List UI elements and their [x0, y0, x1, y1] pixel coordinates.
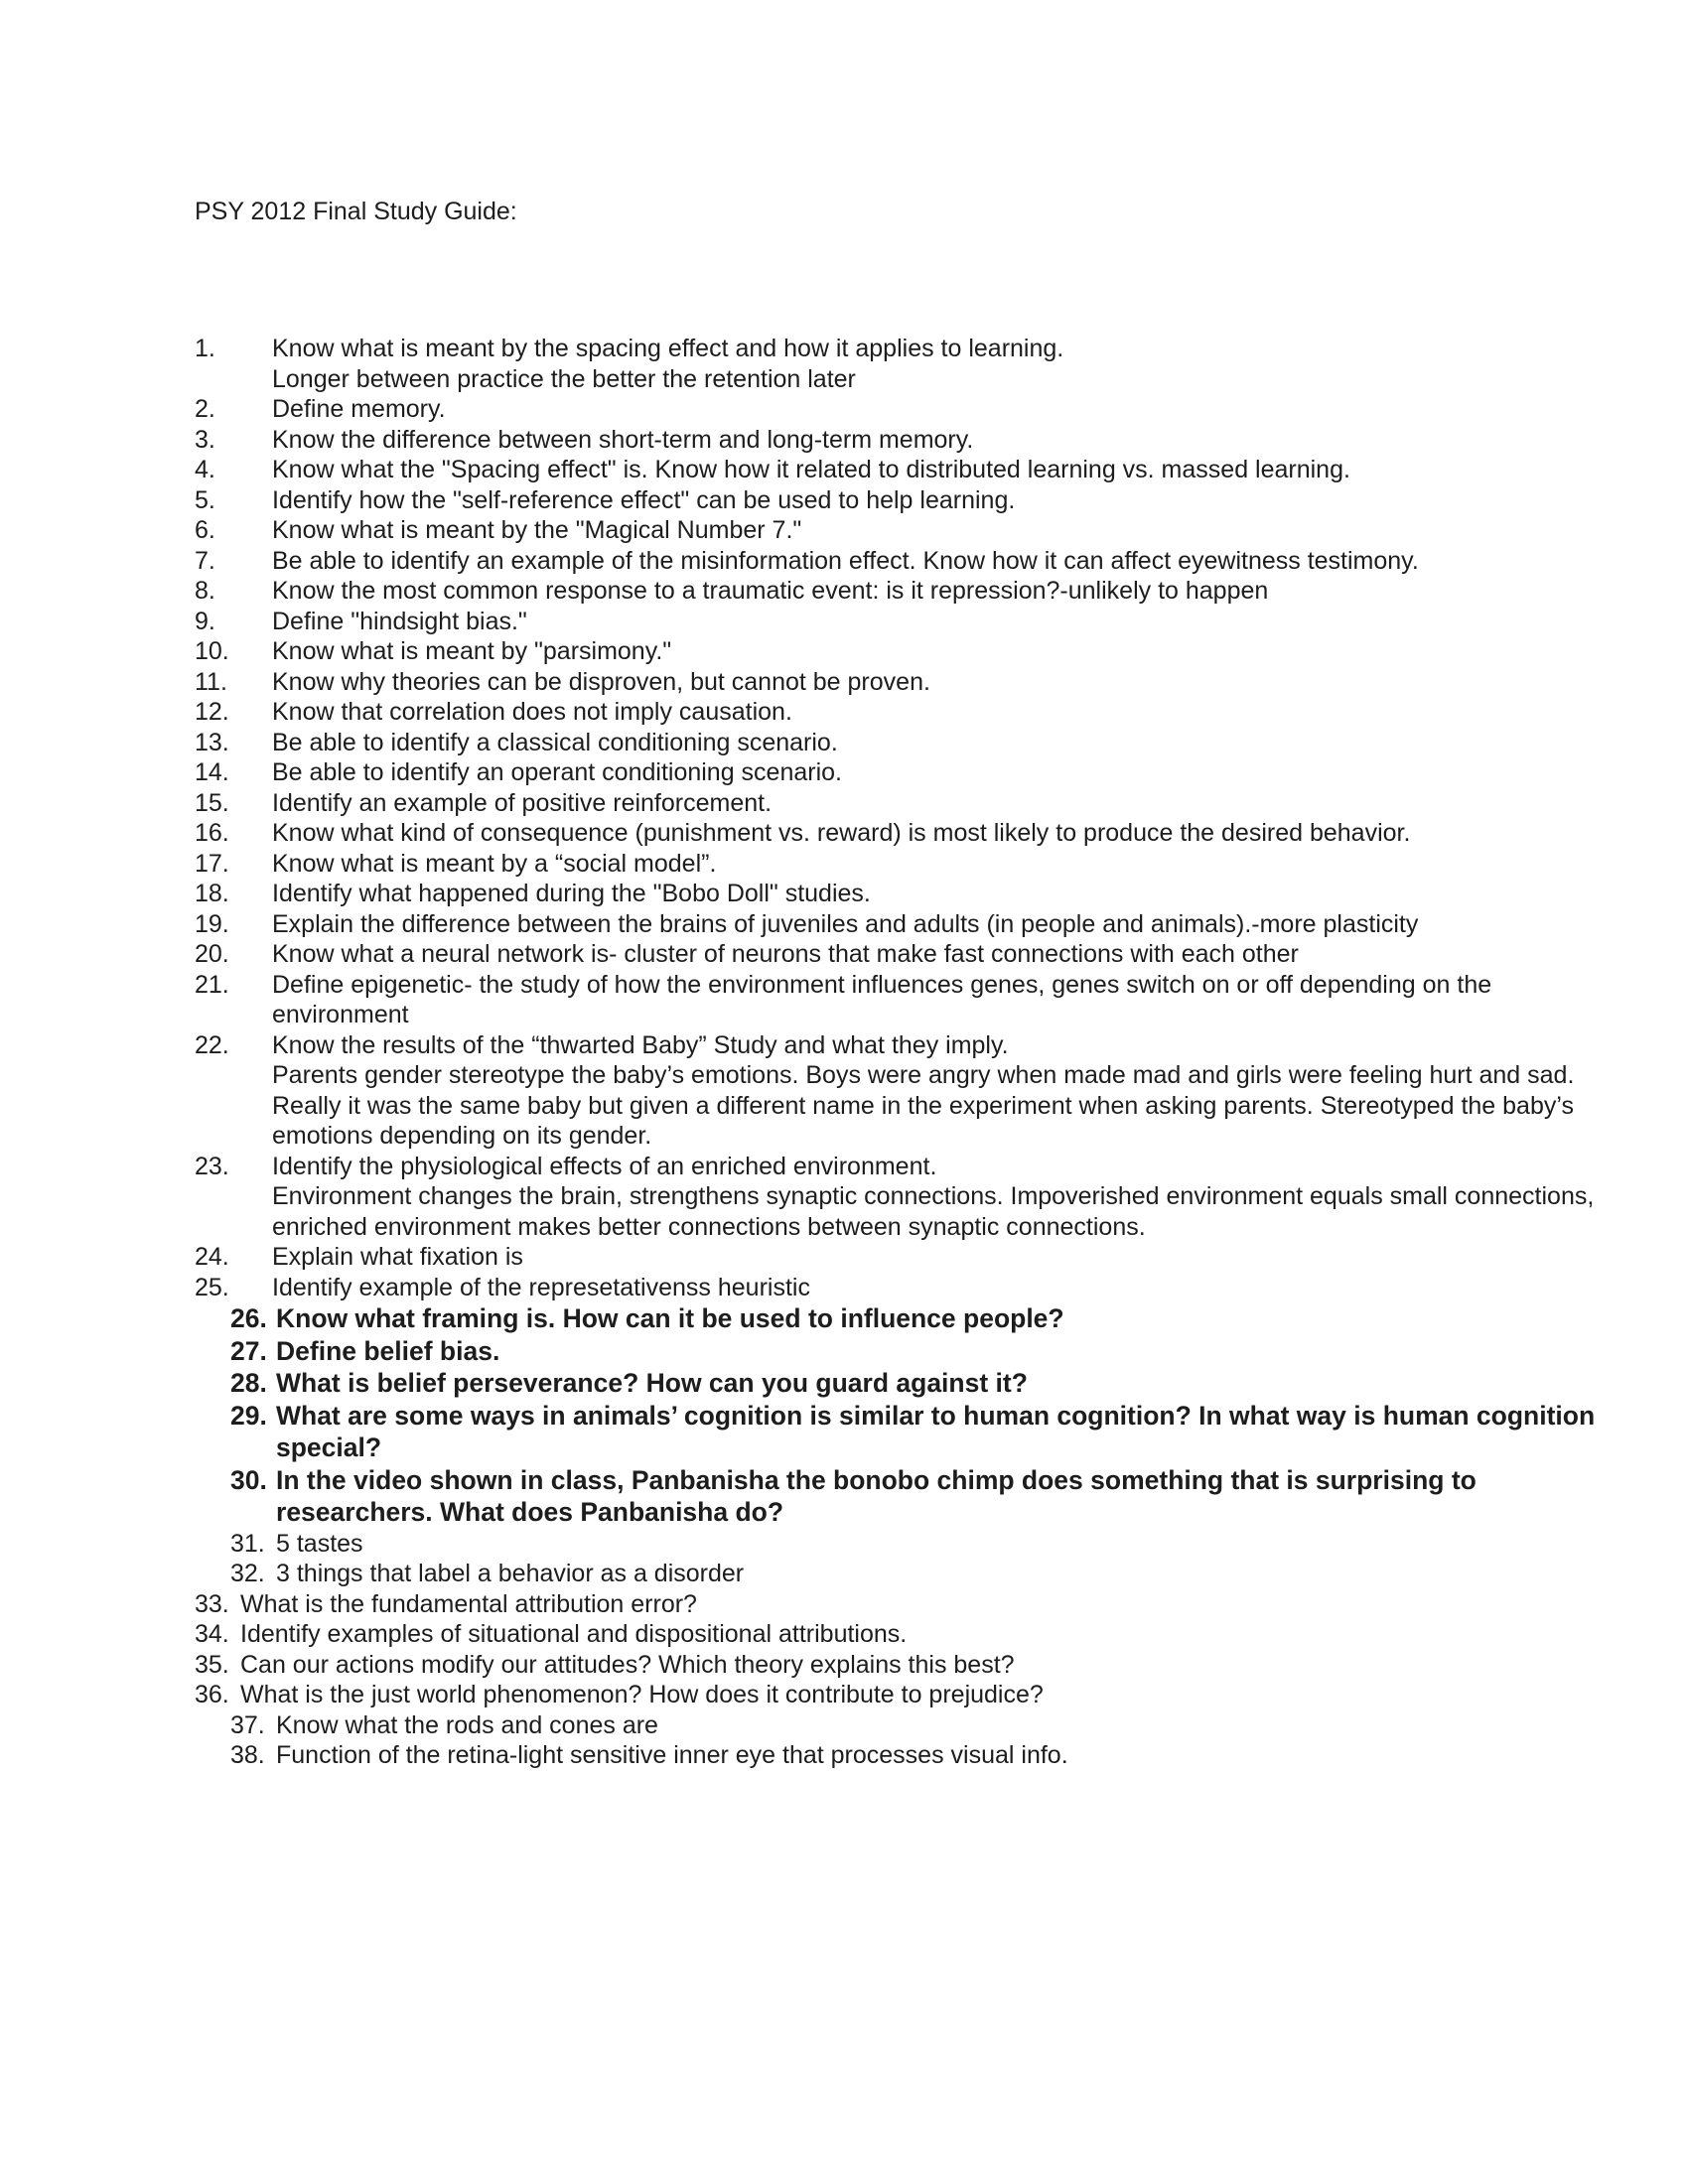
list-item-body [276, 1400, 1688, 1464]
list-item-body [272, 939, 1688, 970]
list-item-body [272, 334, 1688, 394]
list-item-number: 18. [195, 880, 229, 907]
list-item-text: Know what framing is. How can it be used to influence people? [276, 1303, 1064, 1333]
list-item [0, 1710, 1688, 1741]
list-item-body [272, 697, 1688, 728]
list-item-body [272, 849, 1688, 880]
list-item-body [276, 1529, 1688, 1560]
list-item-text: Be able to identify an example of the misinformation effect. Know how it can affect eyewitness testimony. [272, 546, 1419, 575]
list-item-number: 16. [195, 819, 229, 847]
list-item-body [240, 1680, 1688, 1710]
list-item-text: Can our actions modify our attitudes? Which theory explains this best? [240, 1650, 1015, 1679]
list-item [0, 425, 1688, 456]
list-item-text: Identify the physiological effects of an enriched environment. [272, 1152, 937, 1180]
list-item-number: 28. [230, 1368, 267, 1398]
study-guide-list [0, 334, 1688, 1771]
list-item-text: Be able to identify a classical conditioning scenario. [272, 728, 838, 756]
list-item-text: Know what is meant by the spacing effect and how it applies to learning. [272, 335, 1064, 362]
list-item-number: 4. [195, 456, 215, 483]
list-item-text: Identify what happened during the "Bobo Doll" studies. [272, 880, 871, 907]
list-item-body [272, 425, 1688, 456]
list-item-number: 36. [195, 1681, 229, 1708]
list-item-note: Longer between practice the better the retention later [272, 364, 856, 393]
list-item [0, 1367, 1688, 1400]
list-item-number: 13. [195, 728, 229, 756]
list-item [0, 1273, 1688, 1303]
list-item [0, 1680, 1688, 1710]
list-item-text: Identify how the "self-reference effect" can be used to help learning. [272, 485, 1016, 514]
list-item-text: What is belief perseverance? How can you guard against it? [276, 1368, 1028, 1398]
list-item-number: 29. [230, 1400, 267, 1431]
list-item [0, 607, 1688, 637]
list-item-number: 33. [195, 1589, 229, 1618]
list-item-body [272, 879, 1688, 909]
list-item [0, 1740, 1688, 1771]
list-item-body [272, 970, 1688, 1030]
list-item-body [276, 1740, 1688, 1771]
list-item-number: 9. [195, 607, 215, 635]
list-item [0, 1529, 1688, 1560]
list-item [0, 546, 1688, 577]
list-item-text: What are some ways in animals’ cognition is similar to human cognition? In what way is human cognition special? [276, 1400, 1596, 1462]
list-item [0, 1335, 1688, 1368]
list-item-note: Parents gender stereotype the baby’s emotions. Boys were angry when made mad and girls were feeling hurt and sad. Really it was the same baby but given a different name in the experiment when asking parents. Stereotyped the baby’s emotions depending on its gender. [272, 1061, 1575, 1150]
list-item-body [272, 728, 1688, 758]
list-item-body [272, 455, 1688, 485]
list-item-text: Identify an example of positive reinforcement. [272, 788, 773, 817]
list-item [0, 788, 1688, 819]
list-item [0, 1619, 1688, 1650]
list-item-number: 5. [195, 485, 215, 514]
list-item [0, 1589, 1688, 1620]
list-item-body [272, 1273, 1688, 1303]
list-item-text: Explain the difference between the brains of juveniles and adults (in people and animals).-more plasticity [272, 909, 1419, 938]
list-item-text: Know what kind of consequence (punishment vs. reward) is most likely to produce the desired behavior. [272, 819, 1411, 847]
list-item [0, 1559, 1688, 1589]
list-item-text: Know the results of the “thwarted Baby” Study and what they imply. [272, 1030, 1009, 1059]
list-item-body [272, 1152, 1688, 1243]
list-item-number: 6. [195, 516, 215, 544]
list-item [0, 1464, 1688, 1529]
list-item-body [272, 1030, 1688, 1152]
list-item-number: 27. [230, 1335, 267, 1366]
list-item-body [272, 394, 1688, 425]
list-item [0, 757, 1688, 788]
list-item-number: 26. [230, 1303, 267, 1333]
list-item-body [276, 1710, 1688, 1741]
list-item [0, 334, 1688, 394]
list-item [0, 849, 1688, 880]
list-item [0, 728, 1688, 758]
list-item-number: 38. [230, 1741, 265, 1769]
list-item-body [272, 607, 1688, 637]
list-item [0, 1650, 1688, 1681]
list-item [0, 1302, 1688, 1335]
list-item-number: 20. [195, 940, 229, 968]
list-item-number: 15. [195, 788, 229, 817]
list-item-number: 25. [195, 1273, 229, 1301]
list-item-body [272, 909, 1688, 940]
list-item-text: Know what is meant by the "Magical Number 7." [272, 516, 802, 544]
list-item-note: Environment changes the brain, strengthens synaptic connections. Impoverished environment equals small connections, enriched environment makes better connections between synaptic connections. [272, 1182, 1595, 1241]
list-item-body [276, 1559, 1688, 1589]
list-item-body [272, 576, 1688, 607]
list-item-number: 35. [195, 1650, 229, 1679]
list-item-body [272, 757, 1688, 788]
list-item-text: Know what is meant by "parsimony." [272, 637, 672, 665]
list-item-text: Know what a neural network is- cluster of neurons that make fast connections with each other [272, 940, 1299, 968]
list-item-text: Be able to identify an operant conditioning scenario. [272, 758, 842, 786]
list-item-text: What is the just world phenomenon? How does it contribute to prejudice? [240, 1681, 1044, 1708]
list-item-text: Know what the "Spacing effect" is. Know how it related to distributed learning vs. massed learning. [272, 456, 1350, 483]
list-item-body [276, 1367, 1688, 1400]
list-item-text: Know what is meant by a “social model”. [272, 849, 717, 878]
list-item [0, 485, 1688, 516]
list-item-number: 14. [195, 758, 229, 786]
list-item-body [272, 485, 1688, 516]
list-item-number: 21. [195, 970, 229, 999]
list-item [0, 939, 1688, 970]
list-item-body [272, 667, 1688, 698]
list-item [0, 879, 1688, 909]
list-item-number: 37. [230, 1710, 265, 1739]
list-item-number: 2. [195, 395, 215, 423]
list-item-number: 24. [195, 1243, 229, 1271]
list-item-number: 32. [230, 1560, 265, 1587]
list-item [0, 1030, 1688, 1152]
list-item [0, 1152, 1688, 1243]
list-item-body [272, 515, 1688, 546]
list-item-number: 19. [195, 909, 229, 938]
list-item-body [240, 1650, 1688, 1681]
list-item-number: 12. [195, 698, 229, 726]
list-item-number: 8. [195, 577, 215, 605]
list-item-body [272, 546, 1688, 577]
list-item-text: Know that correlation does not imply causation. [272, 698, 792, 726]
list-item-text: Define "hindsight bias." [272, 607, 527, 635]
list-item-number: 31. [230, 1529, 265, 1558]
list-item-number: 23. [195, 1152, 229, 1180]
list-item-body [240, 1619, 1688, 1650]
list-item [0, 455, 1688, 485]
list-item-number: 1. [195, 335, 215, 362]
list-item-text: What is the fundamental attribution error? [240, 1589, 697, 1618]
list-item-text: Identify examples of situational and dispositional attributions. [240, 1620, 908, 1648]
list-item-text: Know the difference between short-term and long-term memory. [272, 425, 974, 454]
list-item-text: Know what the rods and cones are [276, 1710, 658, 1739]
list-item-number: 17. [195, 849, 229, 878]
list-item [0, 394, 1688, 425]
list-item-text: Explain what fixation is [272, 1243, 523, 1271]
list-item-text: 5 tastes [276, 1529, 363, 1558]
list-item-body [240, 1589, 1688, 1620]
list-item [0, 909, 1688, 940]
list-item-body [272, 818, 1688, 849]
list-item-body [272, 1242, 1688, 1273]
list-item-body [276, 1302, 1688, 1335]
list-item-text: In the video shown in class, Panbanisha the bonobo chimp does something that is surprising to researchers. What does Panbanisha do? [276, 1464, 1477, 1527]
list-item-text: Identify example of the represetativenss heuristic [272, 1273, 810, 1301]
list-item-text: Define memory. [272, 395, 446, 423]
list-item-number: 7. [195, 546, 215, 575]
list-item [0, 818, 1688, 849]
list-item [0, 515, 1688, 546]
list-item [0, 636, 1688, 667]
list-item [0, 667, 1688, 698]
list-item-number: 11. [195, 667, 227, 696]
list-item-body [272, 788, 1688, 819]
list-item [0, 697, 1688, 728]
list-item-number: 34. [195, 1620, 229, 1648]
list-item-number: 10. [195, 637, 229, 665]
list-item-body [272, 636, 1688, 667]
list-item-text: Define epigenetic- the study of how the environment influences genes, genes switch on or off depending on the environment [272, 970, 1492, 1028]
list-item-text: 3 things that label a behavior as a disorder [276, 1560, 745, 1587]
list-item [0, 1400, 1688, 1464]
list-item-body [276, 1464, 1688, 1529]
list-item-text: Know why theories can be disproven, but cannot be proven. [272, 667, 930, 696]
list-item-number: 30. [230, 1464, 267, 1495]
list-item [0, 970, 1688, 1030]
list-item-text: Know the most common response to a traumatic event: is it repression?-unlikely to happen [272, 577, 1269, 605]
list-item-text: Define belief bias. [276, 1335, 500, 1366]
list-item [0, 1242, 1688, 1273]
list-item-body [276, 1335, 1688, 1368]
list-item-text: Function of the retina-light sensitive inner eye that processes visual info. [276, 1741, 1068, 1769]
page-title: PSY 2012 Final Study Guide: [195, 198, 517, 225]
list-item [0, 576, 1688, 607]
list-item-number: 3. [195, 425, 215, 454]
list-item-number: 22. [195, 1030, 229, 1059]
